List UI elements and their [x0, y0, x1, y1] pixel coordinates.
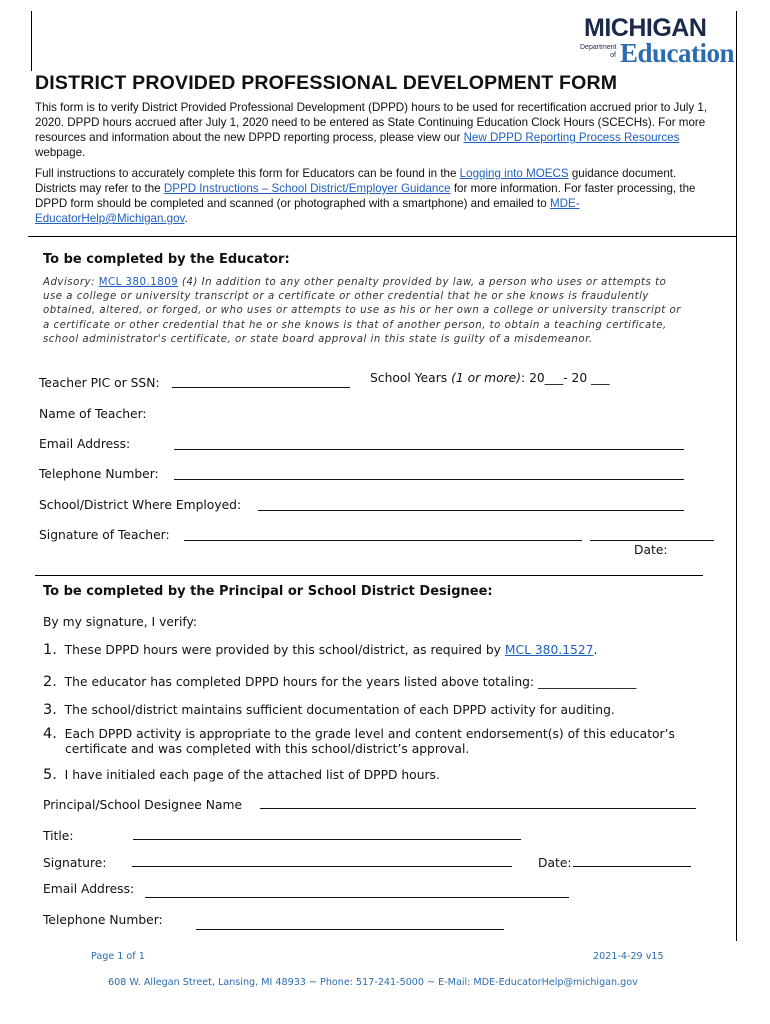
verify-item-4-continuation: certificate and was completed with this school/district’s approval.: [65, 742, 470, 756]
michigan-education-logo: [580, 14, 735, 68]
school-years-label: School Years: [370, 371, 452, 385]
telephone-label: Telephone Number:: [39, 467, 159, 481]
intro-line: 2020. DPPD hours accrued after July 1, 2020 need to be entered as State Continuing Education Clock Hours (SCECHs). For more: [35, 116, 706, 129]
school-district-field[interactable]: [258, 510, 684, 511]
intro-text: resources and information about the new DPPD reporting process, please view our: [35, 131, 464, 144]
verify-statement: By my signature, I verify:: [43, 615, 198, 629]
item-number: 3.: [43, 702, 57, 718]
item-number: 2.: [43, 674, 57, 690]
section-divider-middle: [35, 575, 703, 576]
advisory-line: [43, 276, 681, 290]
principal-email-label: Email Address:: [43, 882, 135, 896]
logo-michigan: MICHIGAN: [584, 14, 707, 42]
school-years-value: : 20___- 20 ___: [521, 371, 610, 385]
teacher-pic-field[interactable]: [172, 387, 350, 388]
intro-text: .: [184, 212, 188, 225]
designee-name-label: Principal/School Designee Name: [43, 798, 243, 812]
intro-line: [35, 181, 743, 196]
advisory-prefix: Advisory:: [43, 277, 99, 288]
title-label: Title:: [43, 829, 74, 843]
mcl-380-1809-link[interactable]: MCL 380.1809: [98, 277, 179, 288]
advisory-text-part: (4) In addition to any other penalty provided by law, a person who uses or attempts to: [178, 277, 667, 288]
intro-text: guidance document.: [568, 167, 677, 180]
intro-line: [35, 166, 743, 181]
verify-item-3: [43, 703, 615, 718]
verify-item-1: [43, 643, 597, 658]
email-link-part2[interactable]: EducatorHelp@Michigan.gov: [35, 212, 185, 225]
intro-text: for more information. For faster processing, the: [450, 182, 696, 195]
principal-date-field[interactable]: [573, 866, 691, 867]
intro-line: webpage.: [35, 146, 86, 159]
verify-item-2: [43, 675, 636, 690]
signature-of-teacher-label: Signature of Teacher:: [39, 528, 170, 542]
item-number: 4.: [43, 726, 57, 742]
intro-text: Full instructions to accurately complete this form for Educators can be found in the: [35, 167, 460, 180]
principal-signature-label: Signature:: [43, 856, 107, 870]
email-link-part1[interactable]: MDE-: [549, 197, 580, 210]
school-district-label: School/District Where Employed:: [39, 498, 242, 512]
advisory-line: use a college or university transcript or a certificate or other credential that he or she knows is fraudulently: [43, 291, 649, 303]
item-number: 5.: [43, 767, 57, 783]
item-text: The educator has completed DPPD hours for the years listed above totaling: ________________: [64, 675, 637, 689]
item-text: I have initialed each page of the attached list of DPPD hours.: [64, 768, 440, 782]
logo-department: Department of: [580, 44, 617, 59]
principal-email-field[interactable]: [145, 897, 569, 898]
footer-address: 608 W. Allegan Street, Lansing, MI 48933 ~ Phone: 517-241-5000 ~ E-Mail: MDE-EducatorHelp@michigan.gov: [108, 977, 638, 988]
form-title: DISTRICT PROVIDED PROFESSIONAL DEVELOPMENT FORM: [35, 72, 618, 94]
item-text: These DPPD hours were provided by this school/district, as required by: [64, 643, 505, 657]
logo-education: Education: [620, 38, 735, 68]
principal-signature-field[interactable]: [132, 866, 512, 867]
version-label: 2021-4-29 v15: [593, 951, 664, 962]
intro-line: This form is to verify District Provided Professional Development (DPPD) hours to be used for recertification accrued prior to July 1,: [35, 101, 708, 114]
intro-paragraph-1: [35, 100, 743, 160]
teacher-signature-field[interactable]: [184, 540, 582, 541]
item-text: Each DPPD activity is appropriate to the grade level and content endorsement(s) of this educator’s: [64, 727, 675, 741]
dppd-instructions-link[interactable]: DPPD Instructions – School District/Employer Guidance: [163, 182, 451, 195]
item-text: The school/district maintains sufficient documentation of each DPPD activity for auditing.: [64, 703, 615, 717]
item-number: 1.: [43, 642, 57, 658]
school-years-field[interactable]: [370, 371, 610, 385]
section-divider-top: [28, 236, 736, 237]
principal-phone-field[interactable]: [196, 929, 504, 930]
teacher-date-label: Date:: [634, 543, 668, 557]
school-years-hint: (1 or more): [451, 371, 522, 385]
advisory-line: obtained, altered, or forged, or who uses or attempts to use as his or her own a college or university transcript or: [43, 305, 681, 317]
dppd-resources-link[interactable]: New DPPD Reporting Process Resources: [463, 131, 680, 144]
designee-name-field[interactable]: [260, 808, 696, 809]
advisory-text: [43, 276, 681, 347]
principal-phone-label: Telephone Number:: [43, 913, 163, 927]
intro-text: Districts may refer to the: [35, 182, 164, 195]
item-text-end: .: [593, 643, 598, 657]
verify-item-4: [43, 727, 675, 742]
email-address-field[interactable]: [174, 449, 684, 450]
logging-into-moecs-link[interactable]: Logging into MOECS: [459, 167, 569, 180]
email-address-label: Email Address:: [39, 437, 131, 451]
principal-date-label: Date:: [538, 856, 572, 870]
intro-text: DPPD form should be completed and scanned (or photographed with a smartphone) and emailed to: [35, 197, 550, 210]
mcl-380-1527-link[interactable]: MCL 380.1527: [504, 643, 594, 657]
intro-line: [35, 130, 743, 145]
advisory-line: a certificate or other credential that he or she knows is that of another person, to obtain a teaching certificate,: [43, 319, 667, 331]
principal-section-heading: To be completed by the Principal or School District Designee:: [43, 584, 493, 599]
intro-line: [35, 196, 743, 211]
left-border: [31, 11, 32, 71]
teacher-date-field[interactable]: [590, 540, 714, 541]
advisory-line: school administrator's certificate, or state board approval in this state is guilty of a misdemeanor.: [43, 333, 593, 345]
educator-section-heading: To be completed by the Educator:: [43, 252, 290, 267]
page-number: Page 1 of 1: [91, 951, 145, 962]
intro-paragraph-2: [35, 166, 743, 226]
intro-line: [35, 211, 743, 226]
teacher-pic-label: Teacher PIC or SSN:: [39, 376, 160, 390]
telephone-field[interactable]: [174, 479, 684, 480]
verify-item-5: [43, 768, 440, 783]
name-of-teacher-label: Name of Teacher:: [39, 407, 147, 421]
title-field[interactable]: [133, 839, 521, 840]
